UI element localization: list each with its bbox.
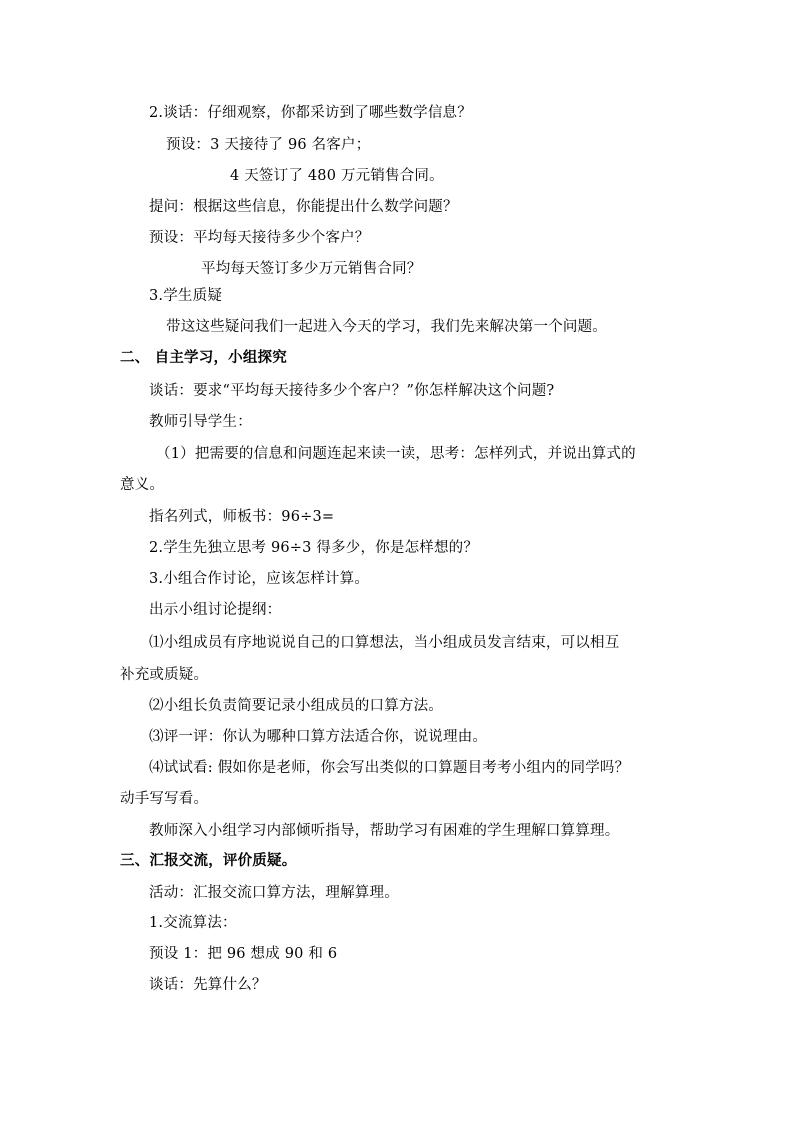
text-line: 指名列式，师板书：96÷3=: [149, 509, 335, 525]
text-line: 3.学生质疑: [149, 288, 223, 304]
text-line: ⑵小组长负责简要记录小组成员的口算方法。: [149, 698, 443, 714]
text-line: ⑶评一评：你认为哪种口算方法适合你，说说理由。: [149, 729, 488, 745]
text-line: 补充或质疑。: [120, 667, 209, 683]
text-line: 教师深入小组学习内部倾听指导，帮助学习有困难的学生理解口算算理。: [149, 823, 620, 839]
text-line: 2.谈话：仔细观察，你都采访到了哪些数学信息？: [149, 105, 472, 121]
text-line: 1.交流算法：: [149, 915, 237, 931]
text-line: ⑷试试看: 假如你是老师，你会写出类似的口算题目考考小组内的同学吗？: [149, 760, 630, 776]
text-line: 提问：根据这些信息，你能提出什么数学问题？: [149, 199, 458, 215]
text-line: 活动：汇报交流口算方法，理解算理。: [149, 885, 399, 901]
text-line: 意义。: [120, 477, 165, 493]
text-line: 平均每天签订多少万元销售合同？: [201, 261, 422, 277]
text-line: 3.小组合作讨论，应该怎样计算。: [149, 571, 370, 587]
text-line: 谈话：要求“平均每天接待多少个客户？”你怎样解决这个问题?: [149, 383, 555, 399]
text-line: （1）把需要的信息和问题连起来读一读，思考：怎样列式，并说出算式的: [156, 446, 636, 462]
text-line: 预设 1：把 96 想成 90 和 6: [149, 946, 338, 962]
text-line: 4 天签订了 480 万元销售合同。: [230, 168, 444, 184]
text-line: 带这这些疑问我们一起进入今天的学习，我们先来解决第一个问题。: [166, 319, 607, 335]
section-heading: 三、汇报交流，评价质疑。: [120, 852, 297, 869]
text-line: 2.学生先独立思考 96÷3 得多少，你是怎样想的？: [149, 540, 479, 556]
text-line: 出示小组讨论提纲：: [149, 602, 282, 618]
text-line: 教师引导学生：: [149, 414, 252, 430]
text-line: 预设：3 天接待了 96 名客户；: [166, 137, 371, 153]
text-line: 谈话：先算什么？: [149, 977, 267, 993]
text-line: ⑴小组成员有序地说说自己的口算想法，当小组成员发言结束，可以相互: [149, 635, 620, 651]
text-line: 动手写写看。: [120, 791, 209, 807]
text-line: 预设：平均每天接待多少个客户？: [149, 230, 370, 246]
section-heading: 二、 自主学习，小组探究: [120, 349, 287, 366]
